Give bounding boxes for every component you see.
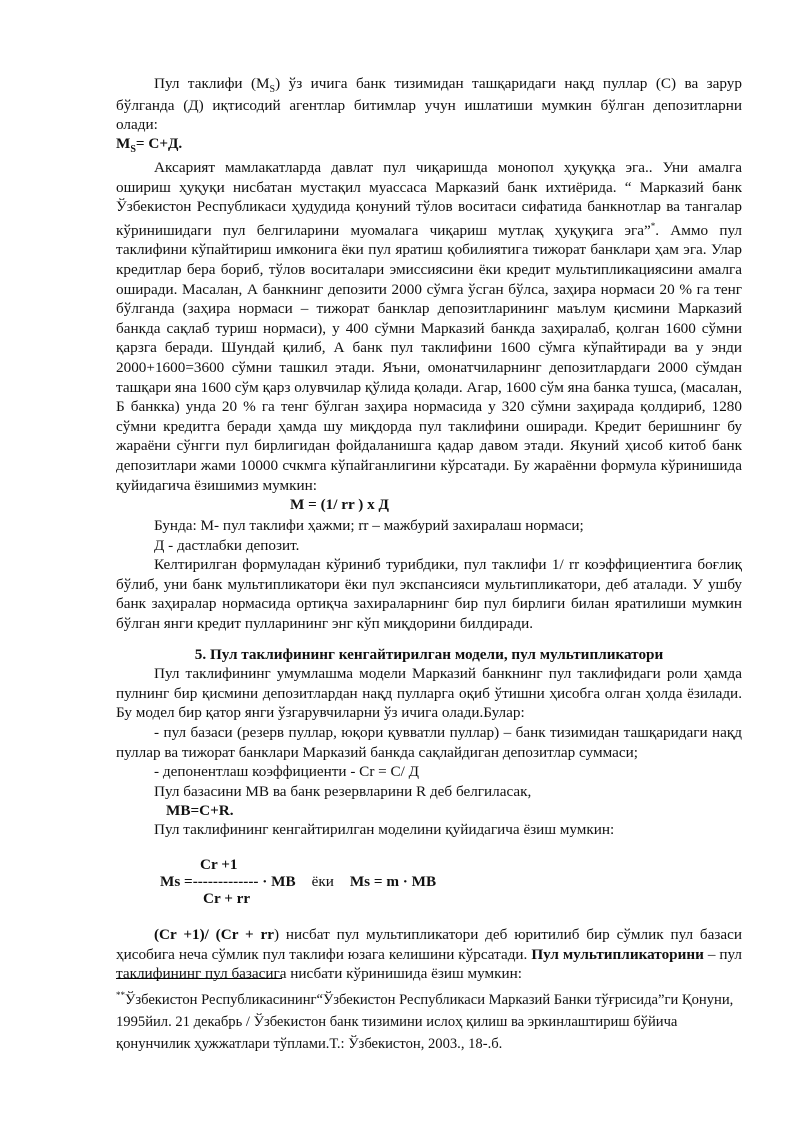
formula-symbol: M: [116, 135, 131, 152]
subscript: S: [130, 144, 136, 155]
text-run: – пул таклифининг пул базасига нисбати кўринишида ёзиш мумкин:: [116, 945, 742, 983]
paragraph-general-model: Пул таклифининг умумлашма модели Марказий банкнинг пул таклифидаги роли ҳамда пулнинг бир қисмини депозитлардан нақд пулларга оқиб ўтишни ҳисобга олган ҳолда ёзилади. Бу модел бир қатор янги ўзгарувчиларни ўз ичига олади.Булар:: [116, 665, 742, 722]
paragraph-multiplier-ratio: [116, 925, 742, 984]
formula-mb: MB=C+R.: [166, 802, 234, 819]
text-run: ) нисбат пул мультипликатори деб юритилиб бир сўмлик пул базаси ҳисобига неча сўмлик пул таклифи юзага келишини кўрсатади.: [116, 926, 742, 963]
formula-ms: [116, 134, 182, 156]
section-heading: 5. Пул таклифининг кенгайтирилган модели, пул мультипликатори: [194, 646, 664, 663]
footnote-text: Ўзбекистон Республикасининг“Ўзбекистон Республикаси Марказий Банки тўғрисида”ги Қонуни, 1995йил. 21 декабрь / Ўзбекистон банк тизимини ислоҳ қилиш ва эркинлаштириш бўйича қонунчилик ҳужжатлари тўплами.Т.: Ўзбекистон, 2003., 18-.б.: [116, 991, 734, 1052]
subscript: S: [269, 84, 276, 95]
text-run: . Аммо пул таклифини кўпайтириш имконига ёки пул яратиш қобилиятига тижорат банклари ҳам эга. Улар кредитлар бера бориб, тўлов воситалари эмиссиясини ёки кредит мультипликациясини амалга оширади. Масалан, А банкнинг депозити 2000 сўмга ўсган бўлса, заҳира нормаси 20 % га тенг бўлганда (заҳира нормаси – тижорат банклар депозитларининг маълум қисмини Марказий банкда сақлаб туриш нормаси), у 400 сўмни Марказий банкда заҳиралаб, қолган 1600 сўмни қарзга беради. Шундай қилиб, А банк пул таклифини 1600 сўмга кўпайтиради ва у энди 2000+1600=3600 сўмни ташкил этади. Яъни, омонатчиларнинг депозитлардаги 2000 сўмдан ташқари яна 1600 сўм қарз олувчилар қўлида қолади. Агар, 1600 сўм яна банка тушса, (масалан, Б банкка) унда 20 % га тенг бўлган заҳира нормасида у 320 сўмни заҳирада қолдириб, 1280 сўмни кредитга беради ҳамда шу миқдорда пул таклифини оширади. Кредит беришнинг бу жараёни сўнгги пул бирлигидан фойдаланишга қадар давом этади. Якуний ҳисоб китоб банк депозитлари жами 10000 счкмга кўпайганлигини кўрсатади. Бу жараённи формула кўринишида қуйидагича ёзишимиз мумкин:: [116, 221, 742, 494]
list-item-money-base: - пул базаси (резерв пуллар, юқори қувватли пуллар) – банк тизимидан ташқаридаги нақд пуллар ва тижорат банклари Марказий банкда сақлайдиган депозитлар суммаси;: [116, 724, 742, 761]
formula-rest: = С+Д.: [135, 135, 183, 152]
formula-legend-deposit: Д - дастлабки депозит.: [154, 537, 300, 554]
formula-legend-line: Бунда: M- пул таклифи ҳажми; rr – мажбурий захиралаш нормаси;: [154, 517, 584, 534]
text-run: Аксарият мамлакатларда давлат пул чиқаришда монопол ҳуқуққа эга.. Уни амалга ошириш ҳуқуқи нисбатан мустақил муассаса Марказий банк ихтиёрида. “ Марказий банк Ўзбекистон Республикаси ҳудудида қонуний тўлов воситаси сифатида банкнотлар ва тангалар кўринишидаги пул белгиларини муомалага чиқариш мутлақ ҳуқуқига эга”: [116, 159, 742, 239]
text-run: ) ўз ичига банк тизимидан ташқаридаги нақд пуллар (С) ва зарур бўлганда (Д) иқтисодий агентлар битимлар учун ишлатиши мумкин бўлган депозитларни олади:: [116, 75, 742, 134]
text-extended-model-intro: Пул таклифининг кенгайтирилган моделини қуйидагича ёзиш мумкин:: [154, 821, 615, 838]
paragraph-central-bank: [116, 158, 742, 495]
formula-multiplier: M = (1/ rr ) х Д: [290, 496, 389, 513]
text-bold: Пул мультипликаторини: [531, 945, 704, 963]
list-item-deposit-ratio: - депонентлаш коэффициенти - Cr = C/ Д: [154, 763, 420, 780]
text-money-base-definition: Пул базасини MB ва банк резервларини R деб белгиласак,: [154, 783, 532, 800]
formula-denominator: Cr + rr: [203, 890, 251, 907]
formula-right: Ms = m · MB: [349, 873, 437, 890]
formula-left: Ms =------------- · MB: [160, 873, 296, 890]
text-run: Пул таклифи (M: [154, 75, 270, 92]
footnote-divider: [116, 978, 282, 979]
formula-extended: [160, 872, 436, 892]
paragraph-money-supply-intro: [116, 74, 742, 135]
formula-or: ёки: [311, 873, 334, 890]
formula-numerator: Cr +1: [200, 856, 238, 873]
footnote-mark: **: [116, 990, 125, 1000]
footnote-reference: *: [650, 220, 656, 231]
paragraph-bank-multiplier: Келтирилган формуладан кўриниб турибдики, пул таклифи 1/ rr коэффициентига боғлиқ бўлиб, уни банк мультипликатори ёки пул экспансияси мультипликатори, деб аталади. У ушбу банк заҳиралар нормасида ортиқча захираларнинг бир пул бирлиги билан яратилиши мумкин бўлган янги кредит пулларининг энг кўп миқдорини билдиради.: [116, 556, 742, 632]
footnote: [116, 984, 736, 1055]
text-bold: (Cr +1)/ (Cr + rr: [154, 926, 274, 943]
